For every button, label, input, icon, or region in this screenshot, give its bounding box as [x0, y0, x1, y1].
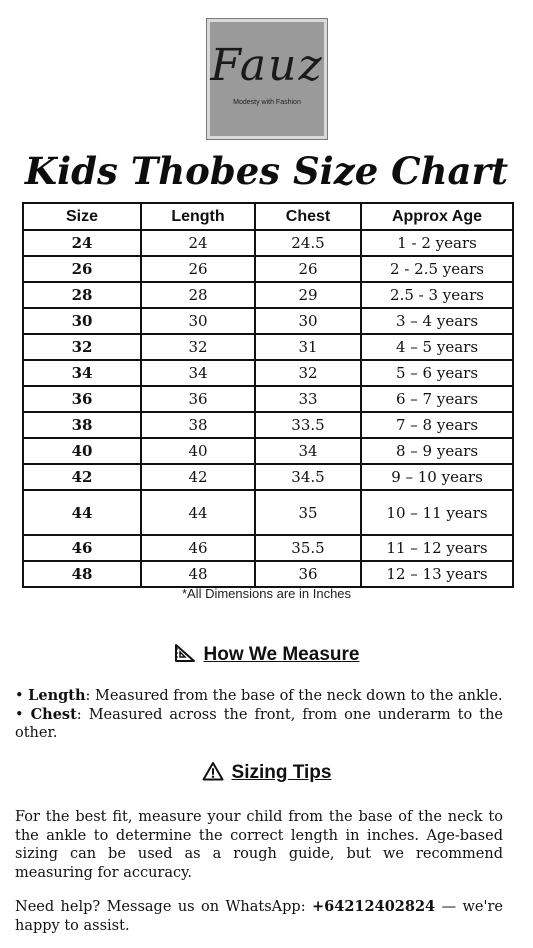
- help-suffix: — we're happy to assist.: [15, 899, 503, 934]
- cell-size: 24: [23, 230, 141, 256]
- cell-age: 5 – 6 years: [361, 360, 513, 386]
- whatsapp-number[interactable]: +64212402824: [312, 898, 436, 915]
- term-chest: Chest: [30, 705, 77, 723]
- cell-length: 40: [141, 438, 255, 464]
- cell-age: 11 – 12 years: [361, 535, 513, 561]
- header-size: Size: [23, 203, 141, 230]
- table-row: [23, 490, 513, 535]
- cell-chest: 33: [255, 386, 361, 412]
- cell-size: 38: [23, 412, 141, 438]
- measure-list: [15, 687, 503, 743]
- table-row: [23, 256, 513, 282]
- cell-length: 48: [141, 561, 255, 587]
- how-we-measure-heading: [0, 643, 533, 666]
- cell-length: 26: [141, 256, 255, 282]
- sizing-tips-paragraph: For the best fit, measure your child from the base of the neck to the ankle to determine the correct length in inches. Age-based sizing can be used as a rough guide, but we recommend measuring for accuracy.: [15, 809, 503, 881]
- list-item: [15, 687, 503, 706]
- cell-chest: 30: [255, 308, 361, 334]
- cell-length: 46: [141, 535, 255, 561]
- cell-length: 32: [141, 334, 255, 360]
- ruler-triangle-icon: [174, 643, 196, 663]
- logo-background: [210, 22, 324, 136]
- header-length: Length: [141, 203, 255, 230]
- cell-size: 28: [23, 282, 141, 308]
- table-row: [23, 535, 513, 561]
- logo-wordmark: Fauz: [210, 40, 324, 91]
- cell-size: 26: [23, 256, 141, 282]
- size-chart-table: [22, 202, 514, 588]
- cell-age: 9 – 10 years: [361, 464, 513, 490]
- list-item: [15, 706, 503, 743]
- table-row: [23, 438, 513, 464]
- cell-chest: 35.5: [255, 535, 361, 561]
- table-row: [23, 230, 513, 256]
- table-row: [23, 282, 513, 308]
- cell-chest: 33.5: [255, 412, 361, 438]
- table-header-row: [23, 203, 513, 230]
- bullet: •: [15, 688, 24, 704]
- cell-length: 42: [141, 464, 255, 490]
- dimensions-note: *All Dimensions are in Inches: [181, 586, 352, 601]
- cell-size: 46: [23, 535, 141, 561]
- cell-size: 34: [23, 360, 141, 386]
- table-row: [23, 386, 513, 412]
- brand-logo: [206, 18, 328, 140]
- cell-chest: 34.5: [255, 464, 361, 490]
- cell-chest: 29: [255, 282, 361, 308]
- cell-chest: 36: [255, 561, 361, 587]
- cell-chest: 31: [255, 334, 361, 360]
- help-prefix: Need help? Message us on WhatsApp:: [15, 899, 313, 915]
- cell-age: 8 – 9 years: [361, 438, 513, 464]
- cell-age: 2 - 2.5 years: [361, 256, 513, 282]
- cell-chest: 35: [255, 490, 361, 535]
- how-we-measure-title: How We Measure: [203, 644, 360, 665]
- sizing-tips-heading: [0, 761, 533, 784]
- cell-length: 24: [141, 230, 255, 256]
- help-text: [15, 898, 503, 935]
- table-row: [23, 334, 513, 360]
- header-chest: Chest: [255, 203, 361, 230]
- cell-length: 28: [141, 282, 255, 308]
- cell-size: 32: [23, 334, 141, 360]
- bullet: •: [15, 706, 24, 723]
- definition-length: : Measured from the base of the neck down to the ankle.: [85, 688, 503, 704]
- table-row: [23, 360, 513, 386]
- cell-age: 12 – 13 years: [361, 561, 513, 587]
- cell-chest: 34: [255, 438, 361, 464]
- warning-triangle-icon: [202, 761, 224, 781]
- cell-age: 10 – 11 years: [361, 490, 513, 535]
- cell-age: 2.5 - 3 years: [361, 282, 513, 308]
- definition-chest: : Measured across the front, from one underarm to the other.: [15, 706, 504, 741]
- cell-chest: 24.5: [255, 230, 361, 256]
- cell-size: 48: [23, 561, 141, 587]
- cell-age: 3 – 4 years: [361, 308, 513, 334]
- cell-size: 42: [23, 464, 141, 490]
- cell-length: 36: [141, 386, 255, 412]
- cell-size: 36: [23, 386, 141, 412]
- cell-chest: 26: [255, 256, 361, 282]
- cell-length: 44: [141, 490, 255, 535]
- cell-age: 1 - 2 years: [361, 230, 513, 256]
- cell-age: 4 – 5 years: [361, 334, 513, 360]
- cell-size: 40: [23, 438, 141, 464]
- cell-size: 44: [23, 490, 141, 535]
- table-row: [23, 561, 513, 587]
- cell-length: 38: [141, 412, 255, 438]
- page-title: Kids Thobes Size Chart: [24, 149, 509, 193]
- table-row: [23, 412, 513, 438]
- table-row: [23, 464, 513, 490]
- logo-tagline: Modesty with Fashion: [233, 99, 301, 106]
- cell-chest: 32: [255, 360, 361, 386]
- cell-length: 34: [141, 360, 255, 386]
- header-approx-age: Approx Age: [361, 203, 513, 230]
- cell-age: 6 – 7 years: [361, 386, 513, 412]
- term-length: Length: [28, 687, 86, 704]
- cell-length: 30: [141, 308, 255, 334]
- sizing-tips-title: Sizing Tips: [231, 762, 332, 783]
- table-row: [23, 308, 513, 334]
- cell-age: 7 – 8 years: [361, 412, 513, 438]
- cell-size: 30: [23, 308, 141, 334]
